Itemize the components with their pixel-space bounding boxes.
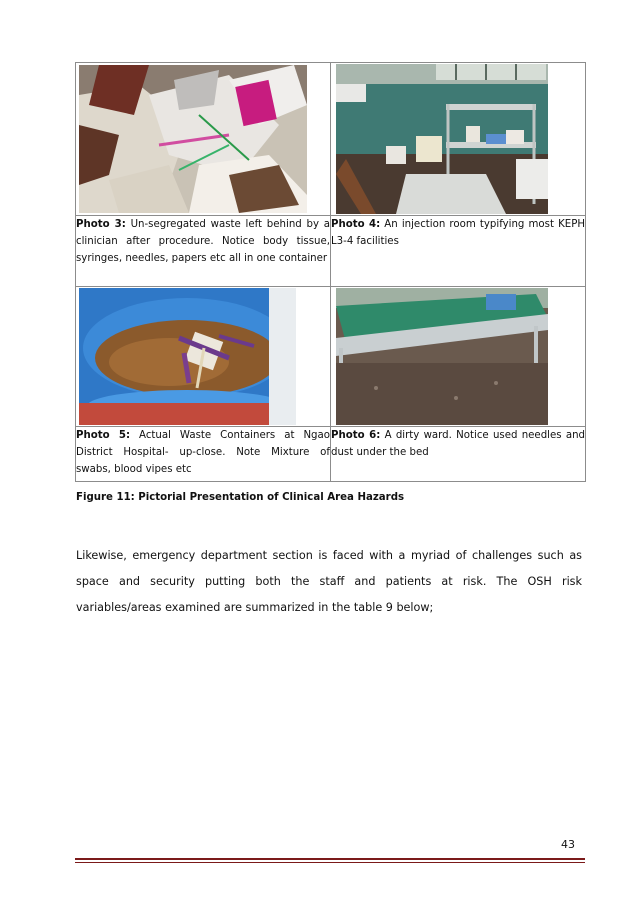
photo-4-text: An injection room typifying most KEPH L3-4 facilities — [331, 219, 585, 247]
photo-6-cell — [331, 287, 586, 427]
photo-6-text: A dirty ward. Notice used needles and dust under the bed — [331, 430, 586, 458]
photo-3-waste-image — [79, 65, 307, 213]
photo-6-label: Photo 6: — [331, 430, 381, 441]
photo-4-label: Photo 4: — [331, 219, 381, 230]
photo-6-dirty-ward-image — [336, 288, 548, 425]
body-paragraph: Likewise, emergency department section is faced with a myriad of challenges such as space and security putting both the staff and patients at risk. The OSH risk variables/areas examined are summarized in the table 9 below; — [76, 549, 582, 614]
photo-5-text: Actual Waste Containers at Ngao District Hospital- up-close. Note Mixture of swabs, blood vipes etc — [76, 430, 331, 475]
footer-rule-thin — [75, 862, 585, 863]
photo-3-label: Photo 3: — [76, 219, 126, 230]
photo-3-text: Un-segregated waste left behind by a clinician after procedure. Notice body tissue, syringes, needles, papers etc all in one container — [76, 219, 331, 264]
photo-4-injection-room-image — [336, 64, 548, 214]
photo-5-label: Photo 5: — [76, 430, 131, 441]
photo-4-caption — [331, 216, 586, 287]
photo-3-cell — [76, 63, 331, 216]
photo-6-caption — [331, 427, 586, 482]
photo-5-caption — [76, 427, 331, 482]
photo-table — [75, 62, 586, 482]
photo-4-cell — [331, 63, 586, 216]
footer-rule — [75, 858, 585, 860]
photo-3-caption — [76, 216, 331, 287]
photo-5-cell — [76, 287, 331, 427]
figure-caption: Figure 11: Pictorial Presentation of Clinical Area Hazards — [76, 492, 405, 503]
photo-5-waste-container-image — [79, 288, 296, 425]
page-number: 43 — [561, 838, 575, 851]
